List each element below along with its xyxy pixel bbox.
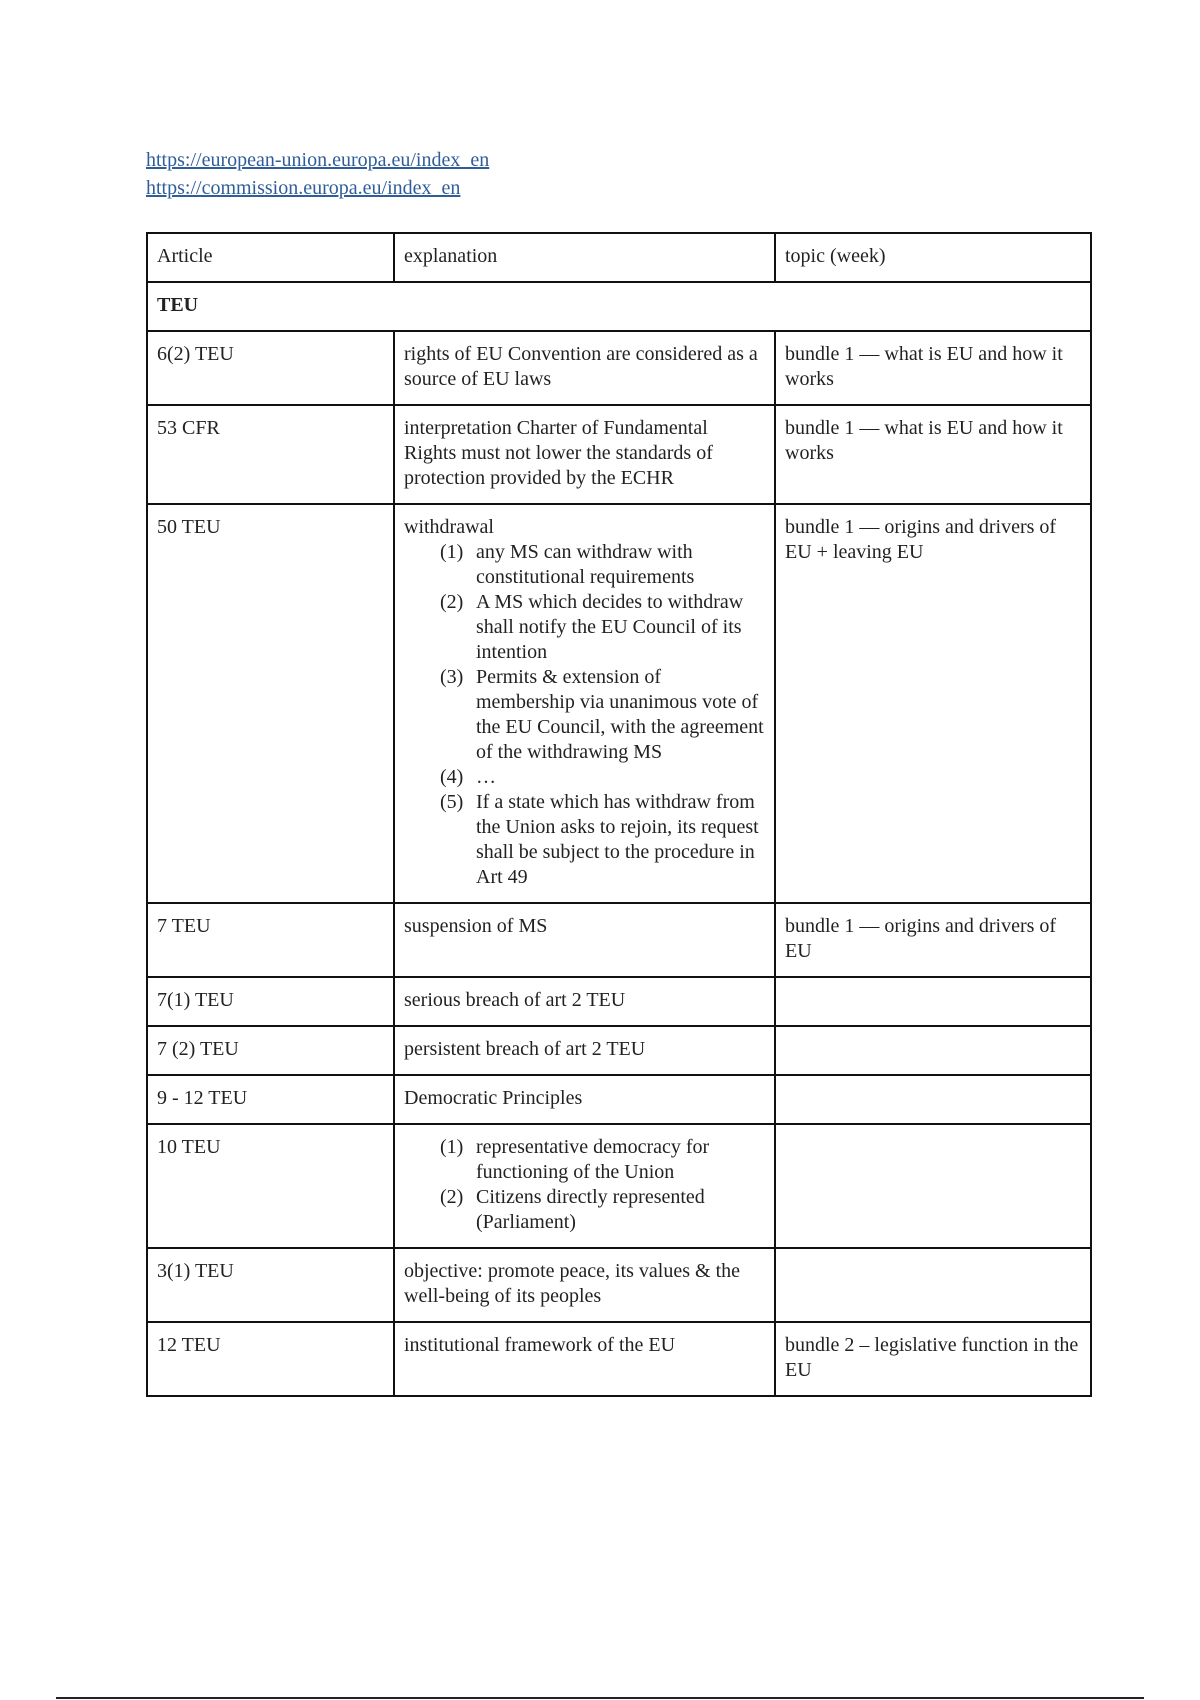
header-topic: topic (week) xyxy=(775,233,1091,282)
table-row xyxy=(147,504,1091,903)
article-cell: 6(2) TEU xyxy=(147,331,394,405)
table-row xyxy=(147,903,1091,977)
topic-cell: bundle 1 — origins and drivers of EU + leaving EU xyxy=(775,504,1091,903)
list-item xyxy=(440,665,764,765)
list-number: (1) xyxy=(440,1136,464,1158)
link-commission[interactable]: https://commission.europa.eu/index_en xyxy=(146,177,461,199)
topic-cell: bundle 1 — what is EU and how it works xyxy=(775,331,1091,405)
explanation-cell: rights of EU Convention are considered as a source of EU laws xyxy=(394,331,775,405)
table-row xyxy=(147,1322,1091,1396)
article-cell: 7 (2) TEU xyxy=(147,1026,394,1075)
articles-table xyxy=(146,232,1092,1397)
list-text: Permits & extension of membership via unanimous vote of the EU Council, with the agreement of the withdrawing MS xyxy=(476,666,764,763)
article-cell: 7 TEU xyxy=(147,903,394,977)
footer-divider xyxy=(56,1697,1144,1699)
header-explanation: explanation xyxy=(394,233,775,282)
numbered-list xyxy=(404,1135,764,1235)
explanation-cell xyxy=(394,1124,775,1248)
topic-cell xyxy=(775,977,1091,1026)
list-item xyxy=(440,765,764,790)
numbered-list xyxy=(404,540,764,890)
section-label: TEU xyxy=(147,282,1091,331)
section-row xyxy=(147,282,1091,331)
explanation-cell: institutional framework of the EU xyxy=(394,1322,775,1396)
list-number: (2) xyxy=(440,1186,464,1208)
article-cell: 53 CFR xyxy=(147,405,394,504)
article-cell: 50 TEU xyxy=(147,504,394,903)
topic-cell xyxy=(775,1075,1091,1124)
table-header-row xyxy=(147,233,1091,282)
topic-cell xyxy=(775,1248,1091,1322)
table-row xyxy=(147,331,1091,405)
article-cell: 3(1) TEU xyxy=(147,1248,394,1322)
article-cell: 7(1) TEU xyxy=(147,977,394,1026)
table-row xyxy=(147,977,1091,1026)
topic-cell: bundle 1 — origins and drivers of EU xyxy=(775,903,1091,977)
topic-cell xyxy=(775,1124,1091,1248)
article-cell: 12 TEU xyxy=(147,1322,394,1396)
list-number: (5) xyxy=(440,791,464,813)
list-number: (4) xyxy=(440,766,464,788)
article-cell: 9 - 12 TEU xyxy=(147,1075,394,1124)
topic-cell xyxy=(775,1026,1091,1075)
list-text: If a state which has withdraw from the Union asks to rejoin, its request shall be subject to the procedure in Art 49 xyxy=(476,791,759,888)
list-item xyxy=(440,790,764,890)
explanation-cell: serious breach of art 2 TEU xyxy=(394,977,775,1026)
topic-cell: bundle 2 – legislative function in the EU xyxy=(775,1322,1091,1396)
explanation-cell: objective: promote peace, its values & the well-being of its peoples xyxy=(394,1248,775,1322)
list-text: representative democracy for functioning of the Union xyxy=(476,1136,710,1183)
table-row xyxy=(147,1248,1091,1322)
list-number: (2) xyxy=(440,591,464,613)
explanation-heading: withdrawal xyxy=(404,516,494,538)
explanation-cell xyxy=(394,504,775,903)
table-row xyxy=(147,1075,1091,1124)
list-item xyxy=(440,590,764,665)
table-row xyxy=(147,1124,1091,1248)
list-text: Citizens directly represented (Parliament) xyxy=(476,1186,705,1233)
table-row xyxy=(147,1026,1091,1075)
explanation-cell: suspension of MS xyxy=(394,903,775,977)
list-item xyxy=(440,540,764,590)
reference-links xyxy=(146,146,489,202)
header-article: Article xyxy=(147,233,394,282)
table-row xyxy=(147,405,1091,504)
list-text: … xyxy=(476,766,496,788)
list-item xyxy=(440,1135,764,1185)
explanation-cell: Democratic Principles xyxy=(394,1075,775,1124)
list-number: (3) xyxy=(440,666,464,688)
list-text: any MS can withdraw with constitutional requirements xyxy=(476,541,695,588)
topic-cell: bundle 1 — what is EU and how it works xyxy=(775,405,1091,504)
list-item xyxy=(440,1185,764,1235)
explanation-cell: persistent breach of art 2 TEU xyxy=(394,1026,775,1075)
list-text: A MS which decides to withdraw shall notify the EU Council of its intention xyxy=(476,591,744,663)
link-european-union[interactable]: https://european-union.europa.eu/index_en xyxy=(146,149,490,171)
article-cell: 10 TEU xyxy=(147,1124,394,1248)
list-number: (1) xyxy=(440,541,464,563)
explanation-cell: interpretation Charter of Fundamental Rights must not lower the standards of protection provided by the ECHR xyxy=(394,405,775,504)
